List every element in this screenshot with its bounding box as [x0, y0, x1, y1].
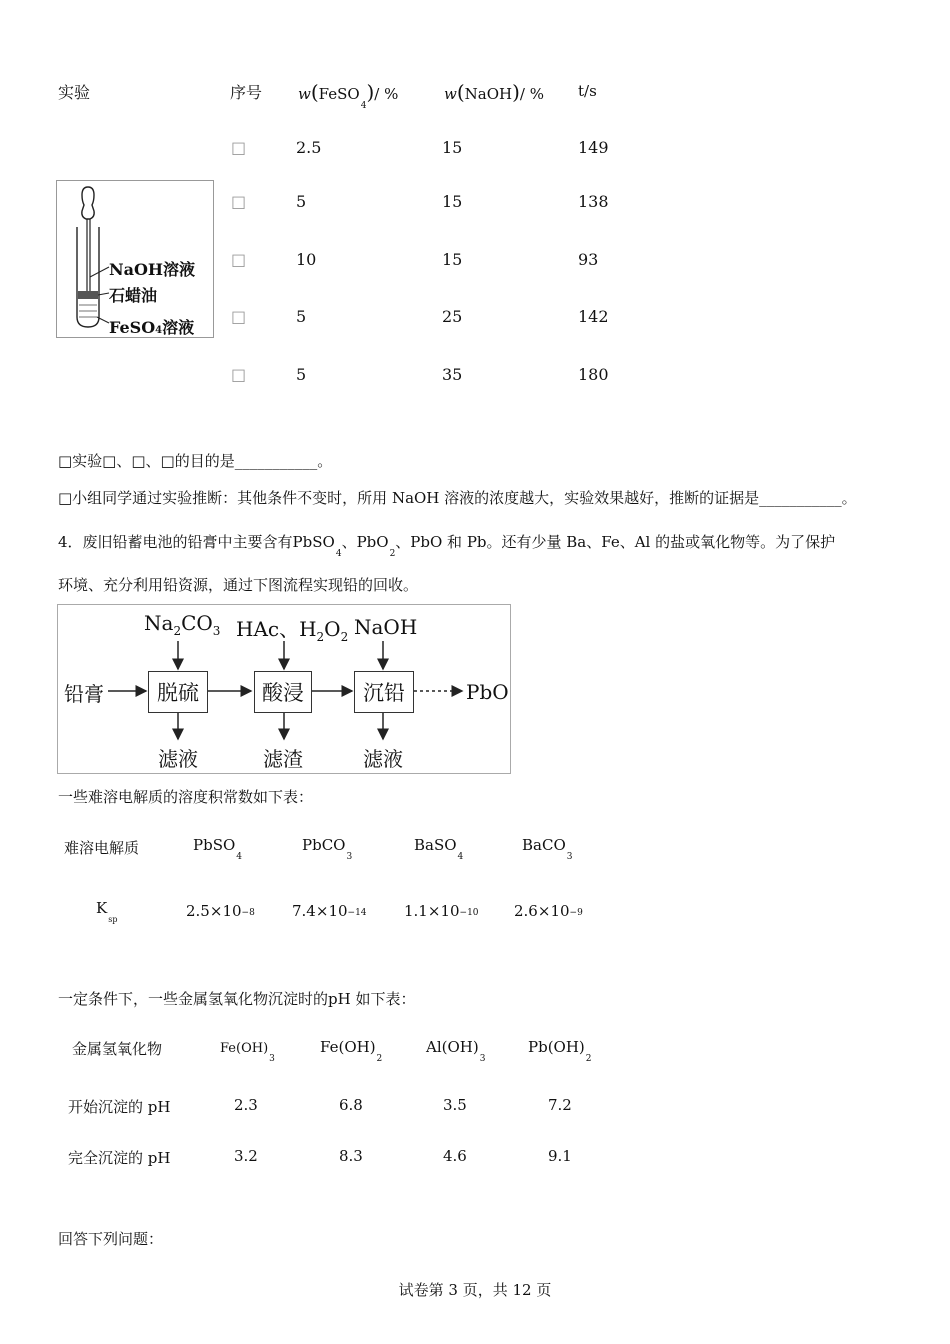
ksp-value-pbco3: 7.4×10−14 [292, 902, 367, 920]
col-header-naoh: w(NaOH)/ % [444, 80, 544, 104]
ksp-compound-pbso4: PbSO$_4$ [193, 836, 243, 862]
flow-output-filtrate-1: 滤液 [158, 747, 198, 771]
problem-4-line-1: 4．废旧铅蓄电池的铅膏中主要含有PbSO$_4$、PbO$_2$、PbO 和 Pb。还有少量 Ba、Fe、Al 的盐或氧化物等。为了保护 [58, 533, 836, 559]
ph-row-label: 开始沉淀的 pH [68, 1098, 171, 1116]
label-paraffin-oil: 石蜡油 [109, 286, 158, 305]
question-evidence: □小组同学通过实验推断：其他条件不变时，所用 NaOH 溶液的浓度越大，实验效果越好，推断的证据是___________。 [58, 489, 857, 507]
flow-step-desulfurization: 脱硫 [148, 671, 208, 713]
flow-product-pbo: PbO [466, 680, 509, 704]
flow-reagent-hac-h2o2: HAc、$H_2O_2$ [236, 617, 349, 644]
feso4-value: 10 [296, 250, 317, 269]
ph-value: 9.1 [548, 1147, 572, 1165]
time-value: 149 [578, 138, 609, 157]
ph-value: 8.3 [339, 1147, 363, 1165]
seq-glyph: □ [231, 307, 247, 326]
feso4-value: 5 [296, 365, 307, 384]
problem-4-line-2: 环境、充分利用铅资源，通过下图流程实现铅的回收。 [58, 576, 419, 594]
page-footer: 试卷第 3 页，共 12 页 [398, 1281, 552, 1299]
flow-step-acid-leach: 酸浸 [254, 671, 312, 713]
feso4-value: 2.5 [296, 138, 322, 157]
feso4-value: 5 [296, 192, 307, 211]
flow-reagent-naoh: NaOH [354, 615, 418, 639]
naoh-value: 15 [442, 192, 463, 211]
seq-glyph: □ [231, 365, 247, 384]
label-feso4-solution: FeSO4溶液 [109, 318, 195, 337]
flow-reagent-na2co3: $Na_2CO_3$ [144, 611, 221, 638]
naoh-value: 25 [442, 307, 463, 326]
time-value: 93 [578, 250, 599, 269]
col-header-seq: 序号 [230, 83, 263, 102]
ph-value: 3.5 [443, 1096, 467, 1114]
flowchart [57, 604, 511, 774]
ph-row-label: 完全沉淀的 pH [68, 1149, 171, 1167]
ph-value: 7.2 [548, 1096, 572, 1114]
time-value: 138 [578, 192, 609, 211]
feso4-value: 5 [296, 307, 307, 326]
ph-col-feoh3: $Fe(OH)_3$ [220, 1041, 275, 1064]
answer-prompt: 回答下列问题： [58, 1230, 164, 1248]
naoh-value: 15 [442, 250, 463, 269]
ph-col-aloh3: $Al(OH)_3$ [426, 1038, 486, 1064]
ksp-value-baso4: 1.1×10−10 [404, 902, 479, 920]
ph-value: 3.2 [234, 1147, 258, 1165]
time-value: 180 [578, 365, 609, 384]
ksp-label: $K_{sp}$ [96, 899, 118, 924]
col-header-time: t/s [578, 82, 597, 100]
seq-glyph: □ [231, 192, 247, 211]
ksp-intro: 一些难溶电解质的溶度积常数如下表： [58, 788, 314, 806]
ph-value: 6.8 [339, 1096, 363, 1114]
time-value: 142 [578, 307, 609, 326]
label-naoh-solution: NaOH溶液 [109, 260, 196, 279]
seq-glyph: □ [231, 138, 247, 157]
seq-glyph: □ [231, 250, 247, 269]
flow-output-filtrate-2: 滤液 [363, 747, 403, 771]
flow-step-lead-precipitation: 沉铅 [354, 671, 414, 713]
col-header-experiment: 实验 [58, 83, 91, 102]
ksp-value-baco3: 2.6×10−9 [514, 902, 583, 920]
naoh-value: 35 [442, 365, 463, 384]
flow-output-residue: 滤渣 [263, 747, 303, 771]
ksp-compound-baco3: BaCO$_3$ [522, 836, 573, 862]
ph-row-header: 金属氢氧化物 [72, 1040, 163, 1058]
flow-start-lead-paste: 铅膏 [64, 682, 104, 706]
ksp-value-pbso4: 2.5×10−8 [186, 902, 255, 920]
apparatus-figure [56, 180, 214, 338]
ksp-row-header: 难溶电解质 [64, 839, 140, 857]
ph-col-pboh2: $Pb(OH)_2$ [528, 1038, 592, 1064]
ph-intro: 一定条件下，一些金属氢氧化物沉淀时的pH 如下表： [58, 990, 416, 1008]
col-header-feso4: w(FeSO$_4$)/ % [298, 80, 399, 111]
question-purpose: □实验□、□、□的目的是___________。 [58, 452, 333, 470]
ph-value: 4.6 [443, 1147, 467, 1165]
ph-value: 2.3 [234, 1096, 258, 1114]
ksp-compound-baso4: BaSO$_4$ [414, 836, 464, 862]
naoh-value: 15 [442, 138, 463, 157]
ph-col-feoh2: $Fe(OH)_2$ [320, 1038, 383, 1064]
ksp-compound-pbco3: PbCO$_3$ [302, 836, 353, 862]
